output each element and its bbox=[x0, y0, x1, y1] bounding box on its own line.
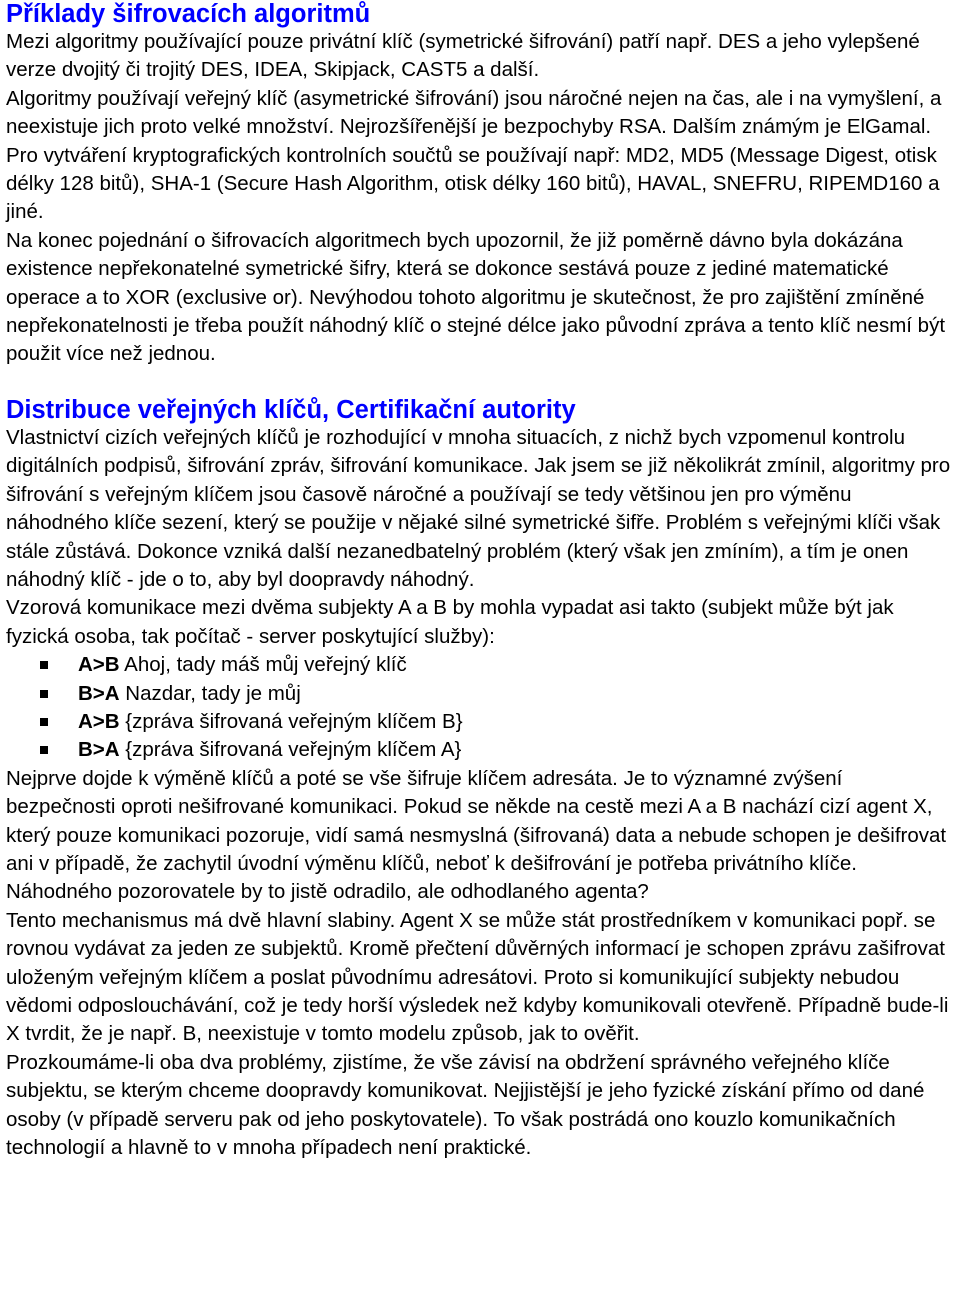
square-bullet-icon bbox=[40, 690, 48, 698]
section-heading-algorithms: Příklady šifrovacích algoritmů bbox=[6, 0, 371, 28]
paragraph-xor: Na konec pojednání o šifrovacích algoritmech bych upozornil, že již poměrně dávno byla dokázána existence nepřekonatelné symetrické šifry, která se dokonce sestává pouze z jediné matematické operace a to XOR (exclusive or). Nevýhodou tohoto algoritmu je skutečnost, že pro zajištění zmíněné nepřekonatelnosti je třeba použít náhodný klíč o stejné délce jako původní zpráva a tento klíč nesmí být použit více než jednou. bbox=[6, 228, 946, 366]
paragraph-symmetric: Mezi algoritmy používající pouze privátní klíč (symetrické šifrování) patří např. DES a jeho vylepšené verze dvojitý či trojitý DES, IDEA, Skipjack, CAST5 a další. bbox=[6, 30, 920, 82]
list-item bbox=[40, 651, 954, 679]
direction-label: A>B bbox=[78, 709, 120, 733]
square-bullet-icon bbox=[40, 718, 48, 726]
paragraph-intro: Vlastnictví cizích veřejných klíčů je rozhodující v mnoha situacích, z nichž bych vzpomenul kontrolu digitálních podpisů, šifrování zpráv, šifrování komunikace. Jak jsem se již několikrát zmínil, algoritmy pro šifrování s veřejným klíčem jsou časově náročné a používají se tedy většinou jen pro výměnu náhodného klíče sezení, který se použije v nějaké silné symetrické šifře. Problém s veřejnými klíči však stále zůstává. Dokonce vzniká další nezanedbatelný problém (který však jen zmíním), a tím je onen náhodný klíč - jde o to, aby byl doopravdy náhodný. bbox=[6, 425, 951, 591]
message-text: Nazdar, tady je můj bbox=[119, 681, 301, 705]
paragraph-weaknesses: Tento mechanismus má dvě hlavní slabiny. Agent X se může stát prostředníkem v komunikaci popř. se rovnou vydávat za jeden ze subjektů. Kromě přečtení důvěrných informací je schopen zprávu zašifrovat uloženým veřejným klíčem a poslat původnímu adresátovi. Proto si komunikující subjekty nebudou vědomi odposlouchávání, což je tedy horší výsledek než kdyby komunikovali otevřeně. Případně bude-li X tvrdit, že je např. B, neexistuje v tomto modelu způsob, jak to ověřit. bbox=[6, 908, 949, 1046]
square-bullet-icon bbox=[40, 661, 48, 669]
list-item bbox=[40, 708, 954, 736]
paragraph-checksums: Pro vytváření kryptografických kontrolních součtů se používají např: MD2, MD5 (Message Digest, otisk délky 128 bitů), SHA-1 (Secure Hash Algorithm, otisk délky 160 bitů), HAVAL, SNEFRU, RIPEMD160 a jiné. bbox=[6, 143, 940, 224]
paragraph-asymmetric: Algoritmy používají veřejný klíč (asymetrické šifrování) jsou náročné nejen na čas, ale i na vymyšlení, a neexistuje jich proto velké množství. Nejrozšířenější je bezpochyby RSA. Dalším známým je ElGamal. bbox=[6, 86, 942, 139]
message-text: {zpráva šifrovaná veřejným klíčem A} bbox=[119, 738, 462, 762]
direction-label: B>A bbox=[78, 738, 120, 762]
section-heading-key-distribution: Distribuce veřejných klíčů, Certifikační autority bbox=[6, 395, 576, 424]
direction-label: B>A bbox=[78, 681, 120, 705]
paragraph-example-intro: Vzorová komunikace mezi dvěma subjekty A a B by mohla vypadat asi takto (subjekt může být jak fyzická osoba, tak počítač - server poskytující služby): bbox=[6, 596, 894, 648]
list-item bbox=[40, 736, 954, 764]
direction-label: A>B bbox=[78, 653, 120, 677]
message-text: {zpráva šifrovaná veřejným klíčem B} bbox=[119, 709, 463, 733]
list-item bbox=[40, 680, 954, 708]
paragraph-conclusion: Prozkoumáme-li oba dva problémy, zjistíme, že vše závisí na obdržení správného veřejného klíče subjektu, se kterým chceme doopravdy komunikovat. Nejjistější je jeho fyzické získání přímo od dané osoby (v případě serveru pak od jeho poskytovatele). To však postrádá ono kouzlo komunikačních technologií a hlavně to v mnoha případech není praktické. bbox=[6, 1050, 925, 1160]
message-text: Ahoj, tady máš můj veřejný klíč bbox=[119, 653, 407, 677]
communication-example-list bbox=[6, 651, 954, 765]
paragraph-key-exchange: Nejprve dojde k výměně klíčů a poté se vše šifruje klíčem adresáta. Je to významné zvýšení bezpečnosti oproti nešifrované komunikaci. Pokud se někde na cestě mezi A a B nachází cizí agent X, který pouze komunikaci pozoruje, vidí samá nesmyslná (šifrovaná) data a nebude schopen je dešifrovat ani v případě, že zachytil úvodní výměnu klíčů, neboť k dešifrování je potřeba privátního klíče. Náhodného pozorovatele by to jistě odradilo, ale odhodlaného agenta? bbox=[6, 766, 947, 904]
square-bullet-icon bbox=[40, 746, 48, 754]
